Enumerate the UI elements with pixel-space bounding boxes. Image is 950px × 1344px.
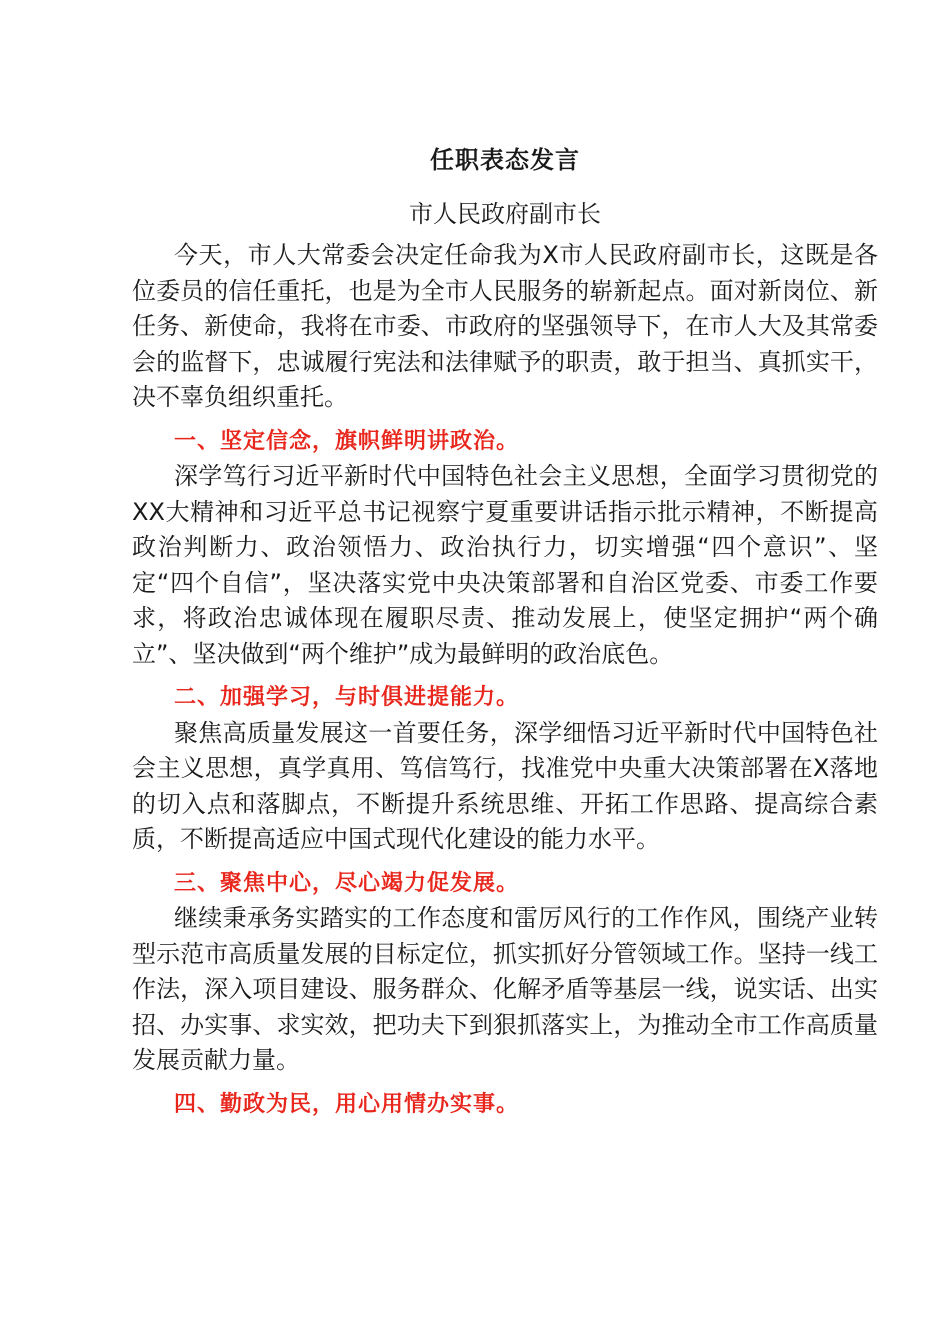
section-body-3: 继续秉承务实踏实的工作态度和雷厉风行的工作作风，围绕产业转型示范市高质量发展的目标定位，抓实抓好分管领域工作。坚持一线工作法，深入项目建设、服务群众、化解矛盾等基层一线，说实话、出实招、办实事、求实效，把功夫下到狠抓落实上，为推动全市工作高质量发展贡献力量。 bbox=[132, 904, 878, 1074]
section-heading-2: 二、加强学习，与时俱进提能力。 bbox=[174, 685, 520, 710]
section-heading-1: 一、坚定信念，旗帜鲜明讲政治。 bbox=[174, 428, 520, 454]
section-heading-4: 四、勤政为民，用心用情办实事。 bbox=[174, 1091, 520, 1117]
document-page bbox=[132, 140, 878, 1122]
intro-paragraph: 今天，市人大常委会决定任命我为X市人民政府副市长，这既是各位委员的信任重托，也是为全市人民服务的崭新起点。面对新岗位、新任务、新使命，我将在市委、市政府的坚强领导下，在市人大及其常委会的监督下，忠诚履行宪法和法律赋予的职责，敢于担当、真抓实干，决不辜负组织重托。 bbox=[132, 241, 878, 411]
section-body-1: 深学笃行习近平新时代中国特色社会主义思想，全面学习贯彻党的XX大精神和习近平总书记视察宁夏重要讲话指示批示精神，不断提高政治判断力、政治领悟力、政治执行力，切实增强“四个意识”、坚定“四个自信”，坚决落实党中央决策部署和自治区党委、市委工作要求，将政治忠诚体现在履职尽责、推动发展上，使坚定拥护“两个确立”、坚决做到“两个维护”成为最鲜明的政治底色。 bbox=[132, 462, 878, 668]
document-title: 任职表态发言 bbox=[430, 146, 580, 174]
section-body-2: 聚焦高质量发展这一首要任务，深学细悟习近平新时代中国特色社会主义思想，真学真用、笃信笃行，找准党中央重大决策部署在X落地的切入点和落脚点，不断提升系统思维、开拓工作思路、提高综合素质，不断提高适应中国式现代化建设的能力水平。 bbox=[132, 718, 878, 853]
document-subtitle: 市人民政府副市长 bbox=[409, 200, 601, 228]
section-heading-3: 三、聚焦中心，尽心竭力促发展。 bbox=[174, 870, 520, 896]
